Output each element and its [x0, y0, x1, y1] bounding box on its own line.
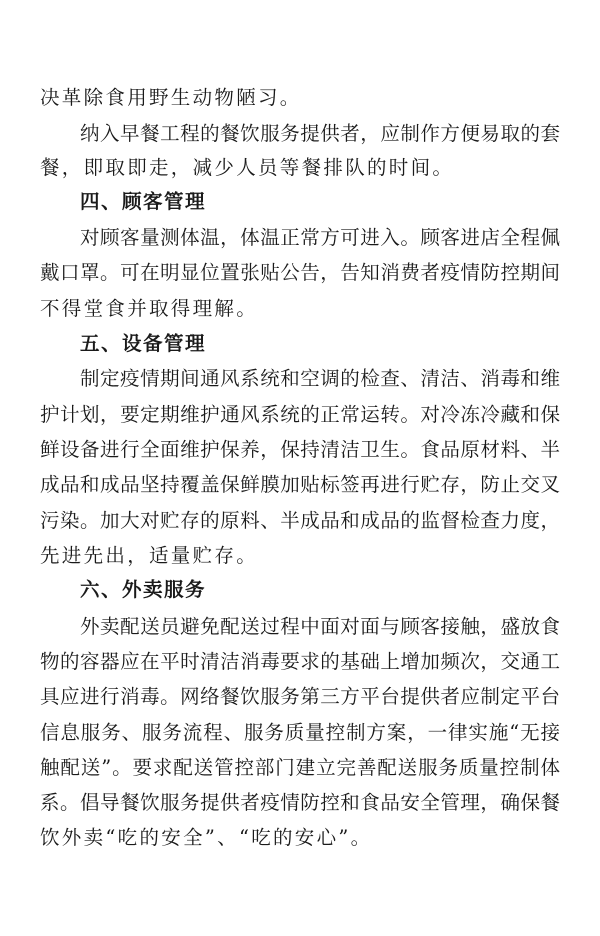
paragraph-line: 戴口罩。可在明显位置张贴公告，告知消费者疫情防控期间 [40, 261, 560, 284]
paragraph-line: 纳入早餐工程的餐饮服务提供者，应制作方便易取的套 [80, 122, 560, 145]
paragraph-line: 污染。加大对贮存的原料、半成品和成品的监督检查力度， [40, 509, 560, 532]
paragraph-line: 不得堂食并取得理解。 [40, 297, 259, 320]
section-heading-takeout-service: 六、外卖服务 [80, 578, 207, 601]
section-heading-customer-management: 四、顾客管理 [80, 190, 207, 213]
paragraph-line: 餐，即取即走，减少人员等餐排队的时间。 [40, 156, 455, 179]
paragraph-line: 护计划，要定期维护通风系统的正常运转。对冷冻冷藏和保 [40, 403, 560, 426]
paragraph-line: 成品和成品坚持覆盖保鲜膜加贴标签再进行贮存，防止交叉 [40, 473, 560, 496]
paragraph-line: 鲜设备进行全面维护保养，保持清洁卫生。食品原材料、半 [40, 438, 560, 461]
paragraph-line: 饮外卖“吃的安全”、“吃的安心”。 [40, 826, 373, 849]
paragraph-line: 物的容器应在平时清洁消毒要求的基础上增加频次，交通工 [40, 650, 560, 673]
paragraph-line: 触配送”。要求配送管控部门建立完善配送服务质量控制体 [40, 756, 560, 779]
paragraph-line: 系。倡导餐饮服务提供者疫情防控和食品安全管理，确保餐 [40, 791, 560, 814]
paragraph-line: 信息服务、服务流程、服务质量控制方案，一律实施“无接 [40, 721, 560, 744]
paragraph-line: 决革除食用野生动物陋习。 [40, 86, 302, 109]
paragraph-line: 具应进行消毒。网络餐饮服务第三方平台提供者应制定平台 [40, 685, 560, 708]
paragraph-line: 先进先出，适量贮存。 [40, 544, 259, 567]
paragraph-line: 制定疫情期间通风系统和空调的检查、清洁、消毒和维 [80, 367, 560, 390]
paragraph-line: 外卖配送员避免配送过程中面对面与顾客接触，盛放食 [80, 615, 560, 638]
section-heading-equipment-management: 五、设备管理 [80, 332, 207, 355]
paragraph-line: 对顾客量测体温，体温正常方可进入。顾客进店全程佩 [80, 226, 560, 249]
